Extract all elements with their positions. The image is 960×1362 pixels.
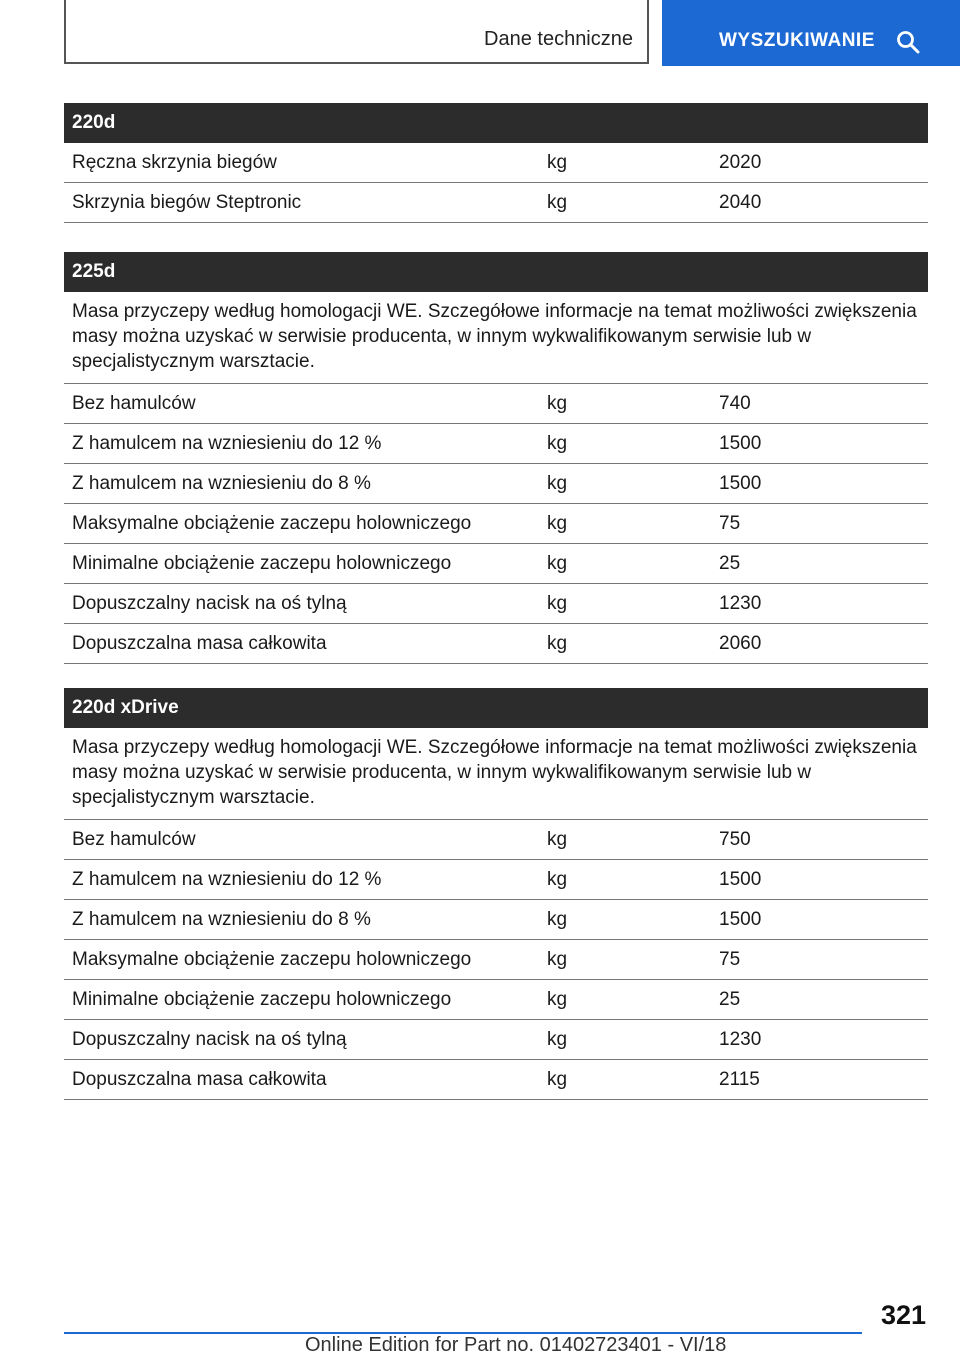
row-value: 1500 xyxy=(719,473,762,494)
table-row xyxy=(64,1060,928,1100)
row-unit: kg xyxy=(547,473,568,494)
row-value: 2020 xyxy=(719,152,762,173)
table-row xyxy=(64,424,928,464)
section-title: 220d xDrive xyxy=(64,688,928,728)
row-unit: kg xyxy=(547,553,568,574)
row-label: Dopuszczalny nacisk na oś tylną xyxy=(72,593,347,614)
table-row xyxy=(64,504,928,544)
row-unit: kg xyxy=(547,909,568,930)
table-row xyxy=(64,464,928,504)
table-row xyxy=(64,980,928,1020)
section-note: Masa przyczepy według homologacji WE. Szczegółowe informacje na temat możliwości zwiększenia masy można uzyskać w serwisie producenta, w innym wykwalifikowanym serwisie lub w specjalistycznym warsztacie. xyxy=(64,292,928,384)
table-row xyxy=(64,584,928,624)
row-value: 1230 xyxy=(719,593,762,614)
table-row xyxy=(64,544,928,584)
row-unit: kg xyxy=(547,869,568,890)
row-unit: kg xyxy=(547,1069,568,1090)
row-label: Bez hamulców xyxy=(72,393,196,414)
row-value: 750 xyxy=(719,829,751,850)
row-label: Skrzynia biegów Steptronic xyxy=(72,192,302,213)
section-225d xyxy=(64,252,928,664)
row-label: Z hamulcem na wzniesieniu do 8 % xyxy=(72,909,371,930)
chapter-header xyxy=(64,0,649,64)
row-label: Maksymalne obciążenie zaczepu holowniczego xyxy=(72,949,472,970)
table-row xyxy=(64,940,928,980)
row-value: 1500 xyxy=(719,433,762,454)
row-value: 75 xyxy=(719,513,741,534)
row-value: 2060 xyxy=(719,633,762,654)
table-row xyxy=(64,820,928,860)
table-row xyxy=(64,624,928,664)
table-row xyxy=(64,384,928,424)
row-label: Dopuszczalny nacisk na oś tylną xyxy=(72,1029,347,1050)
row-unit: kg xyxy=(547,192,568,213)
row-label: Z hamulcem na wzniesieniu do 12 % xyxy=(72,869,382,890)
row-label: Maksymalne obciążenie zaczepu holowniczego xyxy=(72,513,472,534)
table-row xyxy=(64,1020,928,1060)
row-value: 25 xyxy=(719,989,741,1010)
section-title: 225d xyxy=(64,252,928,292)
row-label: Bez hamulców xyxy=(72,829,196,850)
row-value: 740 xyxy=(719,393,751,414)
section-220d-xdrive xyxy=(64,688,928,1100)
row-label: Ręczna skrzynia biegów xyxy=(72,152,277,173)
row-label: Z hamulcem na wzniesieniu do 8 % xyxy=(72,473,371,494)
row-unit: kg xyxy=(547,513,568,534)
row-label: Minimalne obciążenie zaczepu holowniczego xyxy=(72,989,452,1010)
row-label: Dopuszczalna masa całkowita xyxy=(72,1069,327,1090)
table-row xyxy=(64,900,928,940)
row-unit: kg xyxy=(547,393,568,414)
row-value: 75 xyxy=(719,949,741,970)
table-row xyxy=(64,143,928,183)
row-unit: kg xyxy=(547,152,568,173)
section-220d xyxy=(64,103,928,223)
row-label: Z hamulcem na wzniesieniu do 12 % xyxy=(72,433,382,454)
row-value: 1230 xyxy=(719,1029,762,1050)
section-note: Masa przyczepy według homologacji WE. Szczegółowe informacje na temat możliwości zwiększenia masy można uzyskać w serwisie producenta, w innym wykwalifikowanym serwisie lub w specjalistycznym warsztacie. xyxy=(64,728,928,820)
row-unit: kg xyxy=(547,1029,568,1050)
row-unit: kg xyxy=(547,433,568,454)
page-number: 321 xyxy=(880,1300,926,1330)
row-unit: kg xyxy=(547,949,568,970)
row-label: Minimalne obciążenie zaczepu holowniczego xyxy=(72,553,452,574)
row-value: 2115 xyxy=(719,1069,760,1090)
row-unit: kg xyxy=(547,989,568,1010)
row-unit: kg xyxy=(547,593,568,614)
section-title: 220d xyxy=(64,103,928,143)
chapter-title: Dane techniczne xyxy=(484,28,633,50)
row-unit: kg xyxy=(547,633,568,654)
table-row xyxy=(64,183,928,223)
row-value: 1500 xyxy=(719,869,762,890)
row-value: 25 xyxy=(719,553,741,574)
row-unit: kg xyxy=(547,829,568,850)
edition-footer: Online Edition for Part no. 01402723401 - VI/18 xyxy=(305,1334,727,1356)
row-value: 1500 xyxy=(719,909,762,930)
search-label: WYSZUKIWANIE xyxy=(719,30,875,51)
table-row xyxy=(64,860,928,900)
search-button[interactable] xyxy=(662,0,960,66)
row-label: Dopuszczalna masa całkowita xyxy=(72,633,327,654)
row-value: 2040 xyxy=(719,192,762,213)
magnifier-icon xyxy=(896,30,920,54)
